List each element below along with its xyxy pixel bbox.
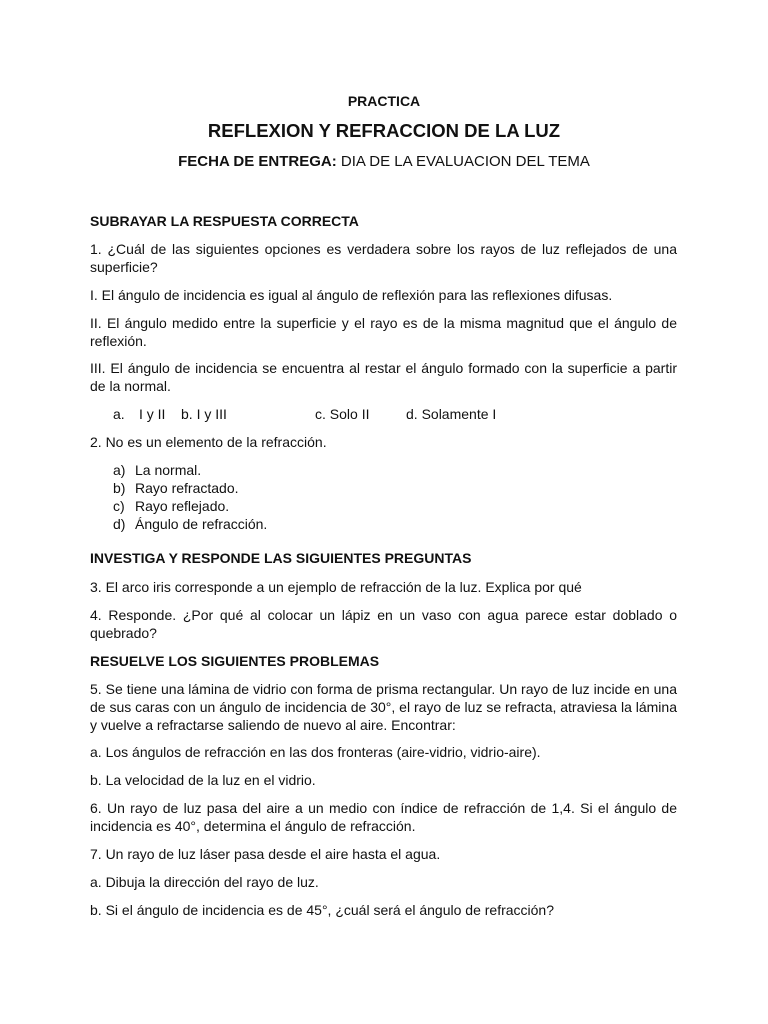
option-text: La normal.	[135, 462, 202, 478]
document-title: REFLEXION Y REFRACCION DE LA LUZ	[207, 120, 561, 141]
question-1-statement-ii: II. El ángulo medido entre la superficie y el rayo es de la misma magnitud que el ángulo de reflexión.	[90, 315, 677, 349]
practica-heading: PRACTICA	[347, 93, 421, 109]
question-5-part-b: b. La velocidad de la luz en el vidrio.	[90, 772, 316, 788]
section-1-title: SUBRAYAR LA RESPUESTA CORRECTA	[90, 213, 359, 229]
option-text: Ángulo de refracción.	[135, 516, 268, 532]
option-d: d. Solamente I	[406, 406, 497, 422]
due-date-line	[0, 153, 768, 170]
question-5-part-a: a. Los ángulos de refracción en las dos fronteras (aire-vidrio, vidrio-aire).	[90, 744, 541, 760]
option-letter: a)	[113, 462, 126, 478]
question-1-statement-i: I. El ángulo de incidencia es igual al ángulo de reflexión para las reflexiones difusas.	[90, 287, 613, 303]
question-7: 7. Un rayo de luz láser pasa desde el aire hasta el agua.	[90, 846, 441, 862]
question-6: 6. Un rayo de luz pasa del aire a un medio con índice de refracción de 1,4. Si el ángulo de incidencia es 40°, determina el ángulo de refracción.	[90, 800, 677, 834]
option-a-text: I y II	[139, 406, 166, 422]
question-7-part-b: b. Si el ángulo de incidencia es de 45°, ¿cuál será el ángulo de refracción?	[90, 902, 555, 918]
question-3: 3. El arco iris corresponde a un ejemplo de refracción de la luz. Explica por qué	[90, 579, 582, 595]
option-c: c. Solo II	[315, 406, 370, 422]
question-1-statement-iii: III. El ángulo de incidencia se encuentra al restar el ángulo formado con la superficie a partir de la normal.	[90, 360, 677, 394]
option-text: Rayo reflejado.	[135, 498, 230, 514]
option-letter: d)	[113, 516, 126, 532]
option-text: Rayo refractado.	[135, 480, 239, 496]
question-4: 4. Responde. ¿Por qué al colocar un lápiz en un vaso con agua parece estar doblado o quebrado?	[90, 607, 677, 641]
section-2-title: INVESTIGA Y RESPONDE LAS SIGUIENTES PREGUNTAS	[90, 550, 472, 566]
question-1: 1. ¿Cuál de las siguientes opciones es verdadera sobre los rayos de luz reflejados de una superficie?	[90, 241, 677, 275]
section-3-title: RESUELVE LOS SIGUIENTES PROBLEMAS	[90, 653, 380, 669]
option-a-letter: a.	[113, 406, 125, 422]
question-5: 5. Se tiene una lámina de vidrio con forma de prisma rectangular. Un rayo de luz incide en una de sus caras con un ángulo de incidencia de 30°, el rayo de luz se refracta, atraviesa la lámina y vuelve a refractarse saliendo de nuevo al aire. Encontrar:	[90, 681, 677, 733]
option-letter: c)	[113, 498, 125, 514]
option-letter: b)	[113, 480, 126, 496]
question-2: 2. No es un elemento de la refracción.	[90, 434, 327, 450]
question-1-options	[113, 405, 613, 423]
question-7-part-a: a. Dibuja la dirección del rayo de luz.	[90, 874, 319, 890]
due-date-value: DIA DE LA EVALUACION DEL TEMA	[336, 153, 590, 170]
option-b: b. I y III	[181, 406, 227, 422]
due-date-label: FECHA DE ENTREGA:	[178, 153, 337, 170]
